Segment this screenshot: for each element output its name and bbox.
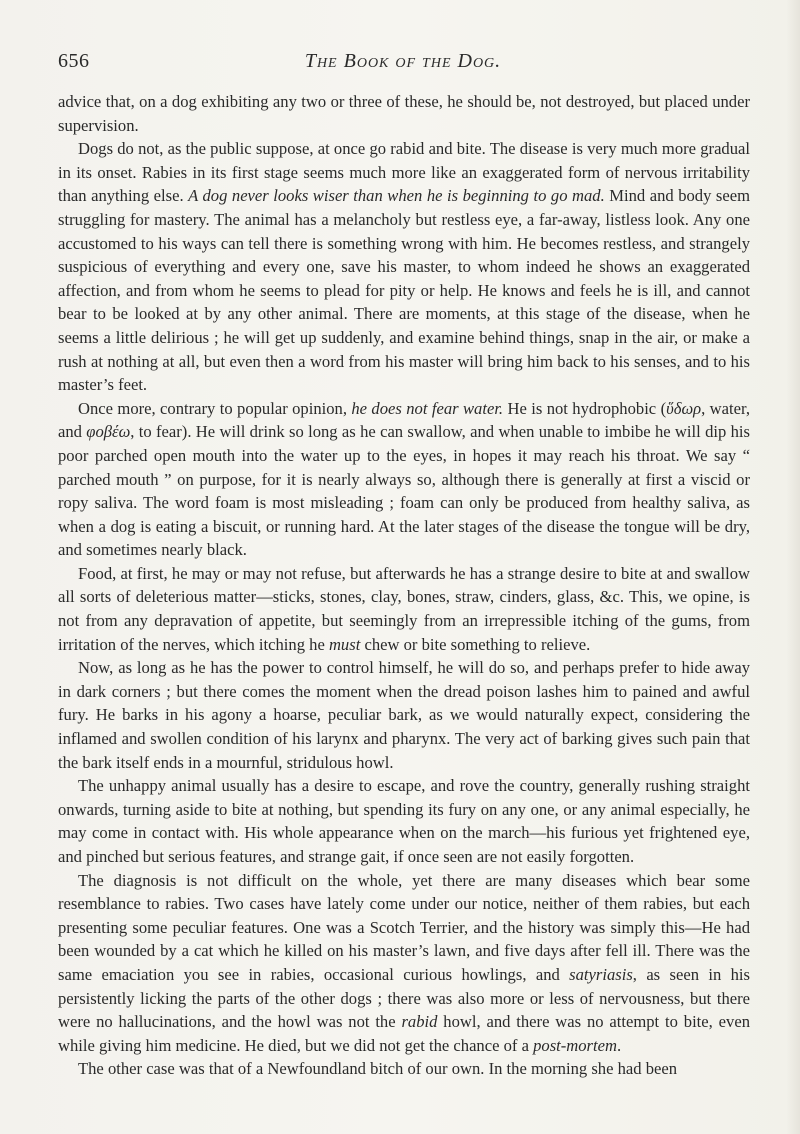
text-run: Dogs do not, as the public suppose, at once go rabid and bite. The disease is very much more gradual in its onset. Rabies in its first stage seems much more like an exaggerated form of nervous irritability than anything else. [58, 139, 750, 206]
paragraph [58, 869, 750, 1058]
page-edge-shadow [786, 0, 800, 1134]
paragraph [58, 656, 750, 774]
italic-text: satyriasis [569, 964, 633, 984]
paragraph [58, 774, 750, 868]
text-run: Once more, contrary to popular opinion, [78, 398, 352, 418]
running-title: The Book of the Dog. [304, 50, 502, 72]
italic-text: ὕδωρ [666, 398, 702, 418]
italic-text: φοβέω [86, 422, 131, 442]
text-run: , to fear). He will drink so long as he can swallow, and when unable to imbibe he will dip his poor parched open mouth into the water up to the eyes, in hopes it may reach his throat. We say “ parched mouth ” on purpose, for it is nearly always so, although there is generally at first a viscid or ropy saliva. The word foam is most misleading ; foam can only be produced from healthy saliva, as when a dog is eating a biscuit, or running hard. At the later stages of the disease the tongue will be dry, and sometimes nearly black. [58, 422, 750, 560]
page-number: 656 [58, 50, 90, 72]
text-run: Now, as long as he has the power to control himself, he will do so, and perhaps prefer to hide away in dark corners ; but there comes the moment when the dread poison lashes him to pained and awful fury. He barks in his agony a hoarse, peculiar bark, as we would naturally expect, considering the inflamed and swollen condition of his larynx and pharynx. The very act of barking gives such pain that the bark itself ends in a mournful, stridulous howl. [58, 658, 750, 772]
text-run: chew or bite something to relieve. [360, 634, 591, 654]
paragraph [58, 90, 750, 137]
text-run: . [616, 1035, 622, 1055]
italic-text: he does not fear water. [351, 398, 504, 418]
text-run: howl, and there was no attempt to bite, even while giving him medicine. He died, but we did not get the chance of a [58, 1012, 750, 1055]
text-run: , water, and [58, 398, 751, 442]
text-run: , as seen in his persistently licking the parts of the other dogs ; there was also more or less of nervousness, but there were no hallucinations, and the howl was not the [58, 964, 750, 1032]
italic-text: post-mortem [533, 1035, 617, 1055]
paragraph [58, 397, 750, 562]
text-run: The other case was that of a Newfoundland bitch of our own. In the morning she had been [78, 1059, 678, 1079]
text-run: The unhappy animal usually has a desire to escape, and rove the country, generally rushing straight onwards, turning aside to bite at nothing, but spending its fury on any one, or any animal especially, he may come in contact with. His whole appearance when on the march—his furious yet frightened eye, and pinched but serious features, and strange gait, if once seen are not easily forgotten. [58, 776, 750, 866]
paragraph [58, 137, 750, 397]
paragraph [58, 562, 750, 656]
text-run: Food, at first, he may or may not refuse, but afterwards he has a strange desire to bite at and swallow all sorts of deleterious matter—sticks, stones, clay, bones, straw, cinders, glass, &c. This, we opine, is not from any depravation of appetite, but seemingly from an irrepressible itching of the gums, from irritation of the nerves, which itching he [58, 563, 750, 654]
italic-text: A dog never looks wiser than when he is beginning to go mad. [188, 186, 605, 206]
paragraph [58, 1057, 750, 1081]
italic-text: rabid [401, 1012, 438, 1032]
body-text [58, 90, 750, 1081]
italic-text: must [328, 634, 361, 654]
text-run: The diagnosis is not difficult on the whole, yet there are many diseases which bear some resemblance to rabies. Two cases have lately come under our notice, neither of them rabies, but each presenting some peculiar features. One was a Scotch Terrier, and the history was simply this—He had been wounded by a cat which he killed on his master’s lawn, and five days after fell ill. There was the same emaciation you see in rabies, occasional curious howlings, and [58, 870, 750, 984]
page-header [58, 50, 748, 80]
text-run: advice that, on a dog exhibiting any two or three of these, he should be, not destroyed, but placed under supervision. [58, 92, 750, 135]
text-run: Mind and body seem struggling for mastery. The animal has a melancholy but restless eye, a far-away, listless look. Any one accustomed to his ways can tell there is something wrong with him. He becomes restless, and strangely suspicious of everything and every one, save his master, to whom indeed he shows an exaggerated affection, and from whom he seems to plead for pity or help. He knows and feels he is ill, and cannot bear to be looked at by any other animal. There are moments, at this stage of the disease, when he seems a little delirious ; he will get up suddenly, and examine behind things, snap in the air, or make a rush at nothing at all, but even then a word from his master will bring him back to his senses, and to his master’s feet. [58, 186, 751, 395]
text-run: He is not hydrophobic ( [503, 398, 667, 418]
